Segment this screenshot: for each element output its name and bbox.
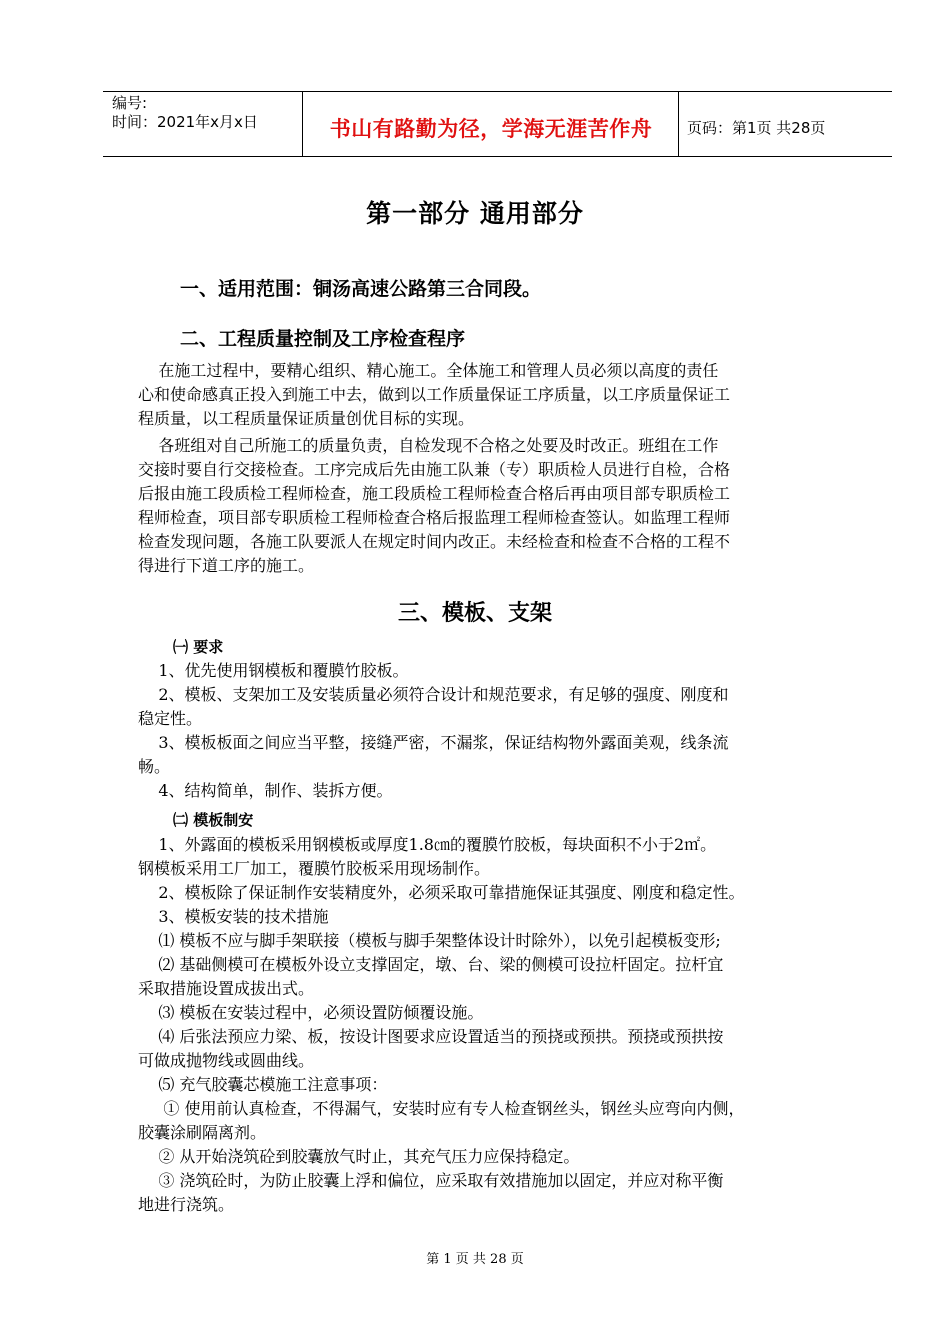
subsection-1-items — [138, 659, 729, 803]
paragraph-line: 后报由施工段质检工程师检查，施工段质检工程师检查合格后再由项目部专职质检工 — [138, 484, 731, 503]
list-item-line: 稳定性。 — [138, 709, 203, 728]
page-footer: 第 1 页 共 28 页 — [426, 1252, 524, 1267]
list-item-line: 1、优先使用钢模板和覆膜竹胶板。 — [138, 661, 409, 680]
list-item-line: 1、外露面的模板采用钢模板或厚度1.8㎝的覆膜竹胶板，每块面积不小于2㎡。 — [138, 835, 717, 854]
header-motto: 书山有路勤为径，学海无涯苦作舟 — [329, 117, 653, 141]
list-item-line: ② 从开始浇筑砼到胶囊放气时止，其充气压力应保持稳定。 — [138, 1147, 580, 1166]
paragraph-line: 程质量，以工程质量保证质量创优目标的实现。 — [138, 409, 475, 428]
section-1-title: 一、适用范围：铜汤高速公路第三合同段。 — [180, 278, 542, 300]
paragraph-line: 交接时要自行交接检查。工序完成后先由施工队兼（专）职质检人员进行自检，合格 — [138, 460, 731, 479]
paragraph-line: 得进行下道工序的施工。 — [138, 556, 315, 575]
list-item-line: 地进行浇筑。 — [138, 1195, 235, 1214]
list-item-line: ③ 浇筑砼时，为防止胶囊上浮和偏位，应采取有效措施加以固定，并应对称平衡 — [138, 1171, 724, 1190]
list-item-line: 可做成抛物线或圆曲线。 — [138, 1051, 315, 1070]
list-item-line: 2、模板除了保证制作安装精度外，必须采取可靠措施保证其强度、刚度和稳定性。 — [138, 883, 745, 902]
paragraph-line: 在施工过程中，要精心组织、精心施工。全体施工和管理人员必须以高度的责任 — [138, 361, 719, 380]
header-divider — [678, 92, 679, 156]
subsection-2-title: ㈡ 模板制安 — [173, 811, 254, 829]
paragraph-line: 检查发现问题，各施工队要派人在规定时间内改正。未经检查和检查不合格的工程不 — [138, 532, 731, 551]
list-item-line: ⑴ 模板不应与脚手架联接（模板与脚手架整体设计时除外），以免引起模板变形; — [138, 931, 721, 950]
subsection-2-items — [138, 833, 745, 1217]
header-page-number: 页码：第1页 共28页 — [687, 119, 826, 137]
list-item-line: 钢模板采用工厂加工，覆膜竹胶板采用现场制作。 — [138, 859, 491, 878]
list-item-line: 2、模板、支架加工及安装质量必须符合设计和规范要求，有足够的强度、刚度和 — [138, 685, 729, 704]
list-item-line: 4、结构简单，制作、装拆方便。 — [138, 781, 393, 800]
document-date: 时间：2021年x月x日 — [112, 113, 258, 131]
section-3-title: 三、模板、支架 — [397, 601, 552, 626]
section-2-title: 二、工程质量控制及工序检查程序 — [180, 328, 466, 350]
paragraph-line: 程师检查，项目部专职质检工程师检查合格后报监理工程师检查签认。如监理工程师 — [138, 508, 731, 527]
list-item-line: ⑶ 模板在安装过程中，必须设置防倾覆设施。 — [138, 1003, 484, 1022]
list-item-line: 胶囊涂刷隔离剂。 — [138, 1123, 267, 1142]
list-item-line: ⑸ 充气胶囊芯模施工注意事项： — [138, 1075, 388, 1094]
document-number-label: 编号: — [112, 94, 148, 112]
section-2-paragraph-1 — [138, 359, 730, 431]
header-meta — [112, 94, 258, 132]
paragraph-line: 心和使命感真正投入到施工中去，做到以工作质量保证工序质量，以工序质量保证工 — [138, 385, 731, 404]
list-item-line: ⑵ 基础侧模可在模板外设立支撑固定，墩、台、梁的侧模可设拉杆固定。拉杆宜 — [138, 955, 724, 974]
list-item-line: 3、模板安装的技术措施 — [138, 907, 329, 926]
list-item-line: 采取措施设置成拔出式。 — [138, 979, 315, 998]
list-item-line: 畅。 — [138, 757, 171, 776]
list-item-line: ⑷ 后张法预应力梁、板，按设计图要求应设置适当的预挠或预拱。预挠或预拱按 — [138, 1027, 724, 1046]
header-divider — [302, 92, 303, 156]
section-2-paragraph-2 — [138, 434, 730, 578]
list-item-line: ① 使用前认真检查，不得漏气，安装时应有专人检查钢丝头，钢丝头应弯向内侧， — [138, 1099, 745, 1118]
document-header — [103, 91, 892, 157]
list-item-line: 3、模板板面之间应当平整，接缝严密，不漏浆，保证结构物外露面美观，线条流 — [138, 733, 729, 752]
part-title: 第一部分 通用部分 — [366, 199, 584, 228]
subsection-1-title: ㈠ 要求 — [173, 638, 224, 656]
paragraph-line: 各班组对自己所施工的质量负责，自检发现不合格之处要及时改正。班组在工作 — [138, 436, 719, 455]
